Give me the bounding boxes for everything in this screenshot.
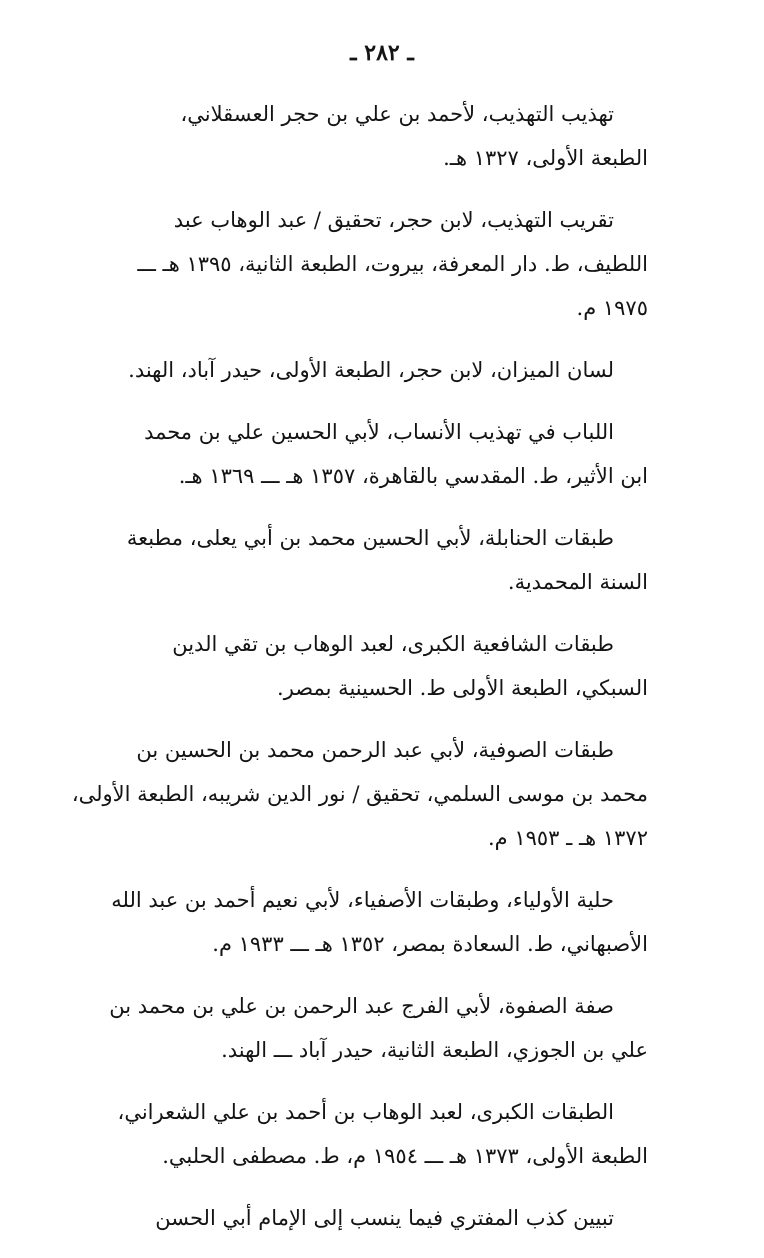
- bibliography-entry: [71, 728, 648, 860]
- bibliography-entry: [117, 1090, 648, 1178]
- entry-line: طبقات الحنابلة، لأبي الحسين محمد بن أبي يعلى، مطبعة: [126, 526, 614, 550]
- bibliography-entry: [138, 198, 648, 330]
- bibliography-entry: [109, 984, 648, 1072]
- entry-line: طبقات الصوفية، لأبي عبد الرحمن محمد بن الحسين بن: [136, 738, 614, 762]
- entry-line: صفة الصفوة، لأبي الفرج عبد الرحمن بن علي بن محمد بن: [109, 994, 614, 1018]
- entry-line: لسان الميزان، لابن حجر، الطبعة الأولى، حيدر آباد، الهند.: [128, 358, 614, 382]
- entry-line: تبيين كذب المفتري فيما ينسب إلى الإمام أبي الحسن: [155, 1206, 614, 1230]
- entry-line: حلية الأولياء، وطبقات الأصفياء، لأبي نعيم أحمد بن عبد الله: [111, 888, 614, 912]
- entry-line: تهذيب التهذيب، لأحمد بن علي بن حجر العسقلاني،: [180, 102, 614, 126]
- entry-line: ابن الأثير، ط. المقدسي بالقاهرة، ١٣٥٧ هـ ـــ ١٣٦٩ هـ.: [178, 464, 648, 488]
- bibliography-entry: [138, 1196, 648, 1240]
- entry-line: محمد بن موسى السلمي، تحقيق / نور الدين شريبه، الطبعة الأولى،: [71, 782, 648, 806]
- entry-line: الطبعة الأولى، ١٣٧٣ هـ ـــ ١٩٥٤ م، ط. مصطفى الحلبي.: [162, 1144, 648, 1168]
- page-number: ـ ٢٨٢ ـ: [350, 40, 414, 66]
- bibliography-entry: [128, 348, 648, 392]
- entry-line: علي بن الجوزي، الطبعة الثانية، حيدر آباد ـــ الهند.: [221, 1038, 648, 1062]
- bibliography-entry: [138, 92, 648, 180]
- entry-line: ١٩٧٥ م.: [576, 296, 648, 320]
- entry-line: تقريب التهذيب، لابن حجر، تحقيق / عبد الوهاب عبد: [173, 208, 614, 232]
- bibliography-entry: [138, 410, 648, 498]
- bibliography-list: [71, 92, 648, 1258]
- entry-line: اللطيف، ط. دار المعرفة، بيروت، الطبعة الثانية، ١٣٩٥ هـ ـــ: [137, 252, 648, 276]
- entry-line: السبكي، الطبعة الأولى ط. الحسينية بمصر.: [277, 676, 648, 700]
- bibliography-entry: [138, 622, 648, 710]
- entry-line: طبقات الشافعية الكبرى، لعبد الوهاب بن تقي الدين: [172, 632, 614, 656]
- entry-line: الطبعة الأولى، ١٣٢٧ هـ.: [443, 146, 648, 170]
- entry-line: السنة المحمدية.: [507, 570, 648, 594]
- entry-line: الطبقات الكبرى، لعبد الوهاب بن أحمد بن علي الشعراني،: [117, 1100, 614, 1124]
- bibliography-entry: [126, 516, 648, 604]
- entry-line: ١٣٧٢ هـ ـ ١٩٥٣ م.: [487, 826, 648, 850]
- entry-line: اللباب في تهذيب الأنساب، لأبي الحسين علي بن محمد: [144, 420, 614, 444]
- bibliography-entry: [111, 878, 648, 966]
- entry-line: الأصبهاني، ط. السعادة بمصر، ١٣٥٢ هـ ـــ ١٩٣٣ م.: [212, 932, 648, 956]
